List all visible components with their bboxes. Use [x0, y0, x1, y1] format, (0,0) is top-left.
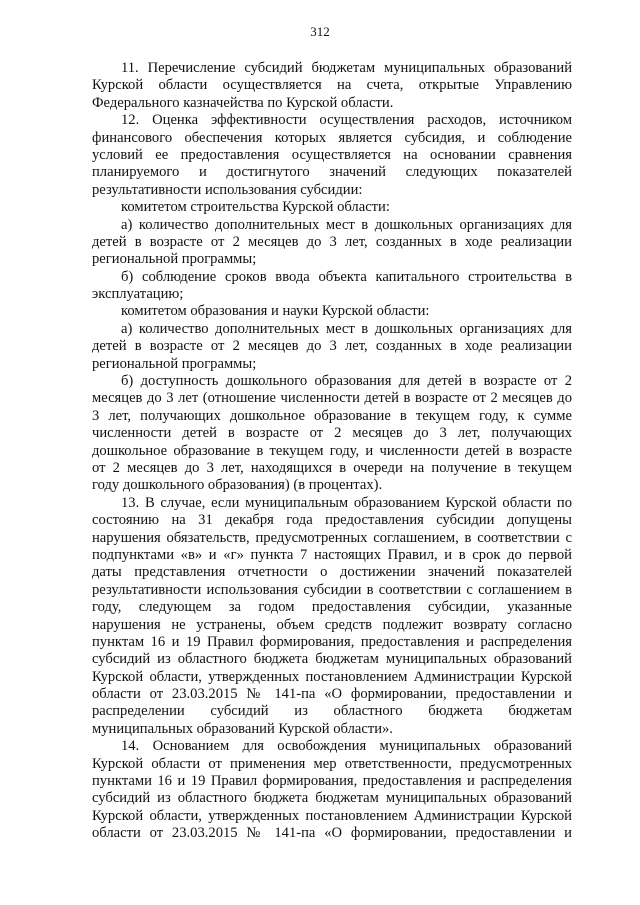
text-line: Курской области, утвержденных постановлением Администрации Курской — [92, 668, 572, 685]
text-line: Федерального казначейства по Курской области. — [92, 94, 394, 111]
text-line: комитетом образования и науки Курской области: — [121, 303, 430, 320]
text-line: 13. В случае, если муниципальным образованием Курской области по — [121, 494, 572, 511]
text-line: финансового обеспечения которых является субсидия, и соблюдение — [92, 129, 572, 146]
page-number: 312 — [310, 24, 330, 39]
text-line: дошкольное образование в текущем году, и численности детей в возрасте — [92, 442, 572, 459]
text-line: региональной программы; — [92, 251, 257, 268]
text-line: а) количество дополнительных мест в дошкольных организациях для — [121, 320, 572, 337]
text-line: б) доступность дошкольного образования для детей в возрасте от 2 — [121, 373, 572, 390]
text-line: нарушения не устранены, объем средств подлежит возврату согласно — [92, 616, 572, 633]
text-line: подпунктами «в» и «г» пункта 7 настоящих Правил, и в срок до первой — [92, 546, 572, 563]
text-line: б) соблюдение сроков ввода объекта капитального строительства в — [121, 268, 572, 285]
text-line: году, следующем за годом предоставления субсидии, указанные — [92, 599, 572, 616]
text-line: области от 23.03.2015 № 141-па «О формировании, предоставлении и — [92, 686, 572, 703]
text-line: даты представления отчетности о достижении значений показателей — [92, 564, 572, 581]
text-line: нарушения обязательств, предусмотренных соглашением, в соответствии с — [92, 529, 572, 546]
text-line: пунктами 16 и 19 Правил формирования, предоставления и распределения — [92, 773, 572, 790]
text-line: субсидий из областного бюджета бюджетам муниципальных образований — [92, 790, 572, 807]
text-line: эксплуатацию; — [92, 286, 184, 303]
text-line: 12. Оценка эффективности осуществления расходов, источником — [121, 112, 572, 129]
text-line: планируемого и достигнутого значений следующих показателей — [92, 164, 572, 181]
text-line: Курской области, утвержденных постановлением Администрации Курской — [92, 807, 572, 824]
text-line: состоянию на 31 декабря года предоставления субсидии допущены — [92, 512, 572, 529]
text-line: детей в возрасте от 2 месяцев до 3 лет, созданных в ходе реализации — [92, 338, 572, 355]
text-line: 11. Перечисление субсидий бюджетам муниципальных образований — [121, 60, 572, 76]
text-line: результативности использования субсидии: — [92, 181, 363, 198]
text-line: детей в возрасте от 2 месяцев до 3 лет, созданных в ходе реализации — [92, 233, 572, 250]
text-line: а) количество дополнительных мест в дошкольных организациях для — [121, 216, 572, 233]
text-line: Курской области от применения мер ответственности, предусмотренных — [92, 755, 572, 772]
text-line: результативности использования субсидии в соответствии с соглашением в — [92, 581, 572, 598]
text-line: региональной программы; — [92, 355, 257, 372]
text-line: численности детей в возрасте от 2 месяцев до 3 лет, получающих — [92, 425, 572, 442]
text-line: пунктам 16 и 19 Правил формирования, предоставления и распределения — [92, 633, 572, 650]
text-line: субсидий из областного бюджета бюджетам муниципальных образований — [92, 651, 572, 668]
text-line: от 2 месяцев до 3 лет, находящихся в очереди на получение в текущем — [92, 459, 572, 476]
text-line: условий ее предоставления осуществляется на основании сравнения — [92, 146, 572, 163]
text-line: Курской области осуществляется на счета, открытые Управлению — [92, 77, 572, 94]
text-line: году дошкольного образования) (в процентах). — [92, 477, 383, 494]
text-line: 3 лет, получающих дошкольное образование в текущем году, к сумме — [92, 407, 572, 424]
text-line: муниципальных образований Курской области». — [92, 720, 393, 737]
text-line: области от 23.03.2015 № 141-па «О формировании, предоставлении и — [92, 825, 572, 842]
text-line: месяцев до 3 лет (отношение численности детей в возрасте от 2 месяцев до — [92, 390, 572, 407]
document-body — [92, 60, 572, 843]
text-line: распределении субсидий из областного бюджета бюджетам — [92, 703, 572, 720]
text-line: 14. Основанием для освобождения муниципальных образований — [121, 738, 572, 755]
text-line: комитетом строительства Курской области: — [121, 199, 390, 216]
